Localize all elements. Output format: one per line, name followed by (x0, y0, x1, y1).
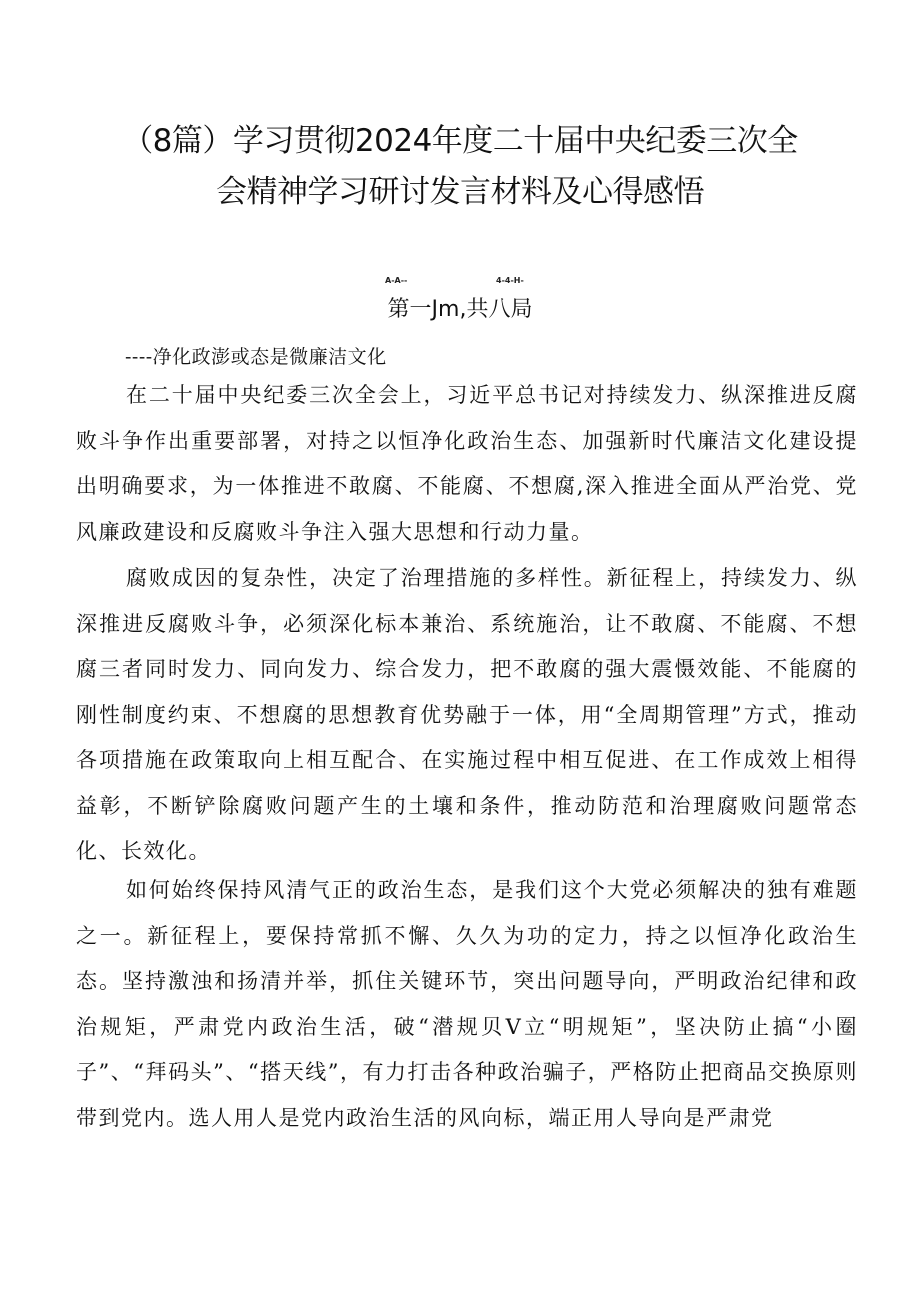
section-subtitle: ----净化政澎或态是微廉洁文化 (125, 346, 387, 368)
body-paragraph-2: 腐败成因的复杂性，决定了治理措施的多样性。新征程上，持续发力、纵深推进反腐败斗争，必须深化标本兼治、系统施治，让不敢腐、不能腐、不想腐三者同时发力、同向发力、综合发力，把不敢腐的强大震慑效能、不能腐的刚性制度约束、不想腐的思想教育优势融于一体，用“全周期管理”方式，推动各项措施在政策取向上相互配合、在实施过程中相互促进、在工作成效上相得益彰，不断铲除腐败问题产生的土壤和条件，推动防范和治理腐败问题常态化、长效化。 (76, 566, 858, 863)
body-paragraph-3: 如何始终保持风清气正的政治生态，是我们这个大党必须解决的独有难题之一。新征程上，要保持常抓不懈、久久为功的定力，持之以恒净化政治生态。坚持激浊和扬清并举，抓住关键环节，突出问题导向，严明政治纪律和政治规矩，严肃党内政治生活，破“潜规贝V立“明规矩”，坚决防止搞“小圈子”、“拜码头”、“搭天线”，有力打击各种政治骗子，严格防止把商品交换原则带到党内。选人用人是党内政治生活的风向标，端正用人导向是严肃党 (76, 878, 858, 1130)
document-title-line-1: （8篇）学习贯彻2024年度二十届中央纪委三次全 (122, 123, 798, 159)
small-mark-right: 4-4-H- (496, 276, 524, 285)
document-title-line-2: 会精神学习研讨发言材料及心得感悟 (216, 174, 704, 210)
small-mark-left: A-A-- (385, 276, 408, 285)
chapter-heading: 第一Jm,共八局 (387, 297, 533, 322)
body-paragraph-1: 在二十届中央纪委三次全会上，习近平总书记对持续发力、纵深推进反腐败斗争作出重要部署，对持之以恒净化政治生态、加强新时代廉洁文化建设提出明确要求，为一体推进不敢腐、不能腐、不想腐,深入推进全面从严治党、党风廉政建设和反腐败斗争注入强大思想和行动力量。 (76, 383, 858, 544)
